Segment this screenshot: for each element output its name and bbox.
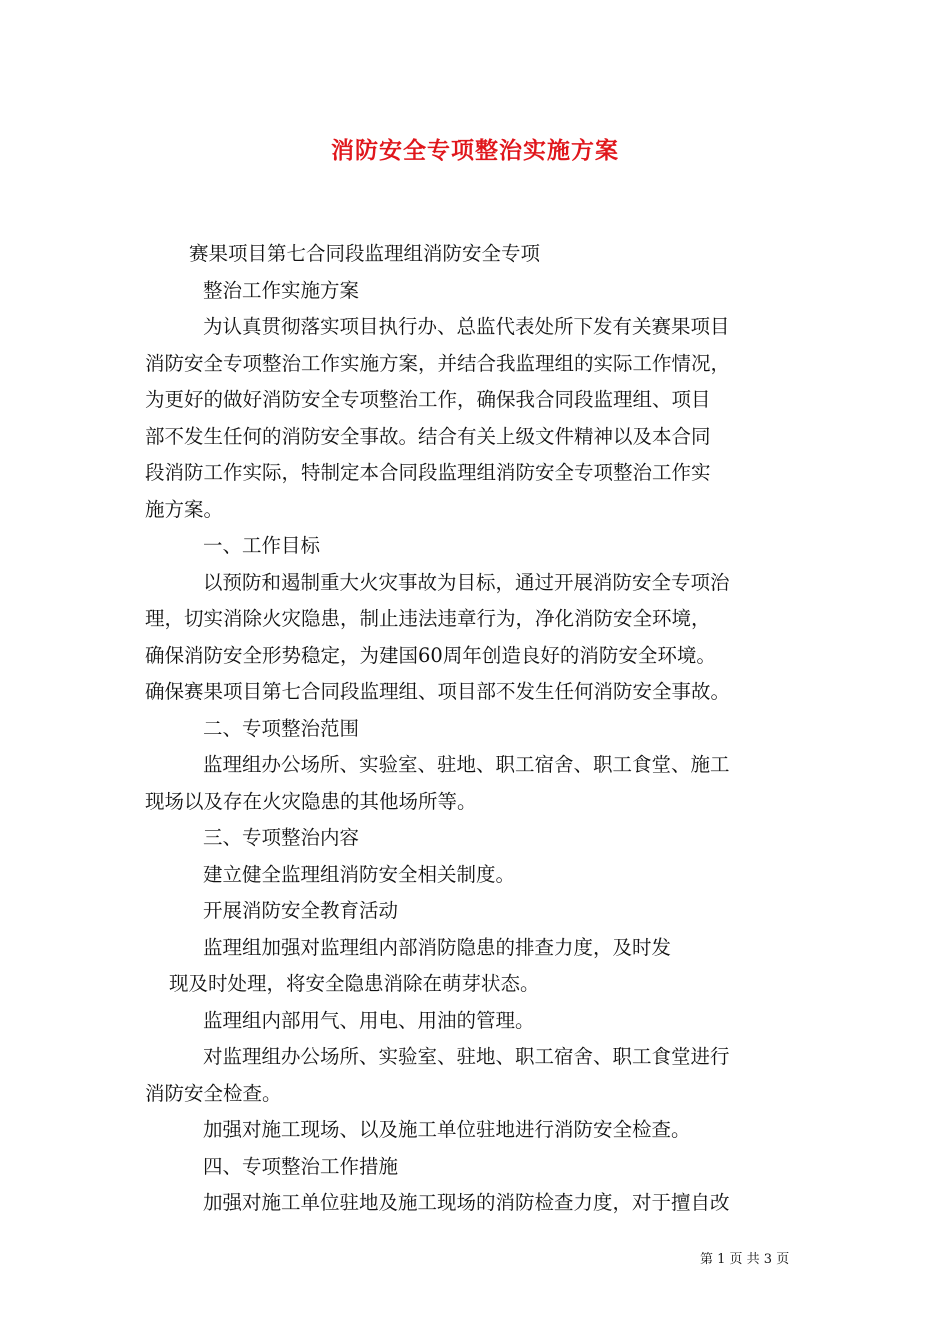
body-line: 确保消防安全形势稳定，为建国60周年创造良好的消防安全环境。 xyxy=(145,643,716,667)
body-line: 部不发生任何的消防安全事故。结合有关上级文件精神以及本合同 xyxy=(145,424,711,448)
body-line: 为认真贯彻落实项目执行办、总监代表处所下发有关赛果项目 xyxy=(203,315,730,338)
page-number: 第 1 页 共 3 页 xyxy=(700,1252,790,1267)
body-line: 施方案。 xyxy=(145,497,224,521)
body-line: 段消防工作实际，特制定本合同段监理组消防安全专项整治工作实 xyxy=(145,461,711,484)
body-line: 二、专项整治范围 xyxy=(203,716,360,740)
body-line: 以预防和遏制重大火灾事故为目标，通过开展消防安全专项治 xyxy=(203,570,730,594)
body-line: 理，切实消除火灾隐患，制止违法违章行为，净化消防安全环境， xyxy=(145,607,711,630)
body-line: 整治工作实施方案 xyxy=(203,278,360,302)
body-line: 开展消防安全教育活动 xyxy=(203,899,399,922)
body-line: 为更好的做好消防安全专项整治工作，确保我合同段监理组、项目 xyxy=(145,388,711,411)
body-line: 一、工作目标 xyxy=(203,534,321,557)
body-line: 现场以及存在火灾隐患的其他场所等。 xyxy=(145,789,477,813)
body-line: 监理组内部用气、用电、用油的管理。 xyxy=(203,1008,535,1032)
body-line: 确保赛果项目第七合同段监理组、项目部不发生任何消防安全事故。 xyxy=(145,680,731,703)
body-line: 加强对施工现场、以及施工单位驻地进行消防安全检查。 xyxy=(203,1118,691,1141)
body-line: 三、专项整治内容 xyxy=(203,826,360,849)
body-line: 监理组办公场所、实验室、驻地、职工宿舍、职工食堂、施工 xyxy=(203,753,730,776)
body-line: 建立健全监理组消防安全相关制度。 xyxy=(203,862,516,886)
body-line: 消防安全检查。 xyxy=(145,1081,282,1105)
document-title: 消防安全专项整治实施方案 xyxy=(331,137,619,164)
body-line: 监理组加强对监理组内部消防隐患的排查力度，及时发 xyxy=(203,935,672,959)
body-line: 消防安全专项整治工作实施方案，并结合我监理组的实际工作情况， xyxy=(145,351,731,375)
body-line: 对监理组办公场所、实验室、驻地、职工宿舍、职工食堂进行 xyxy=(203,1045,730,1068)
body-line: 现及时处理，将安全隐患消除在萌芽状态。 xyxy=(169,972,540,995)
body-line: 四、专项整治工作措施 xyxy=(203,1154,399,1178)
document-body xyxy=(145,236,810,1222)
body-line: 赛果项目第七合同段监理组消防安全专项 xyxy=(189,242,541,265)
body-line: 加强对施工单位驻地及施工现场的消防检查力度，对于擅自改 xyxy=(203,1191,730,1214)
